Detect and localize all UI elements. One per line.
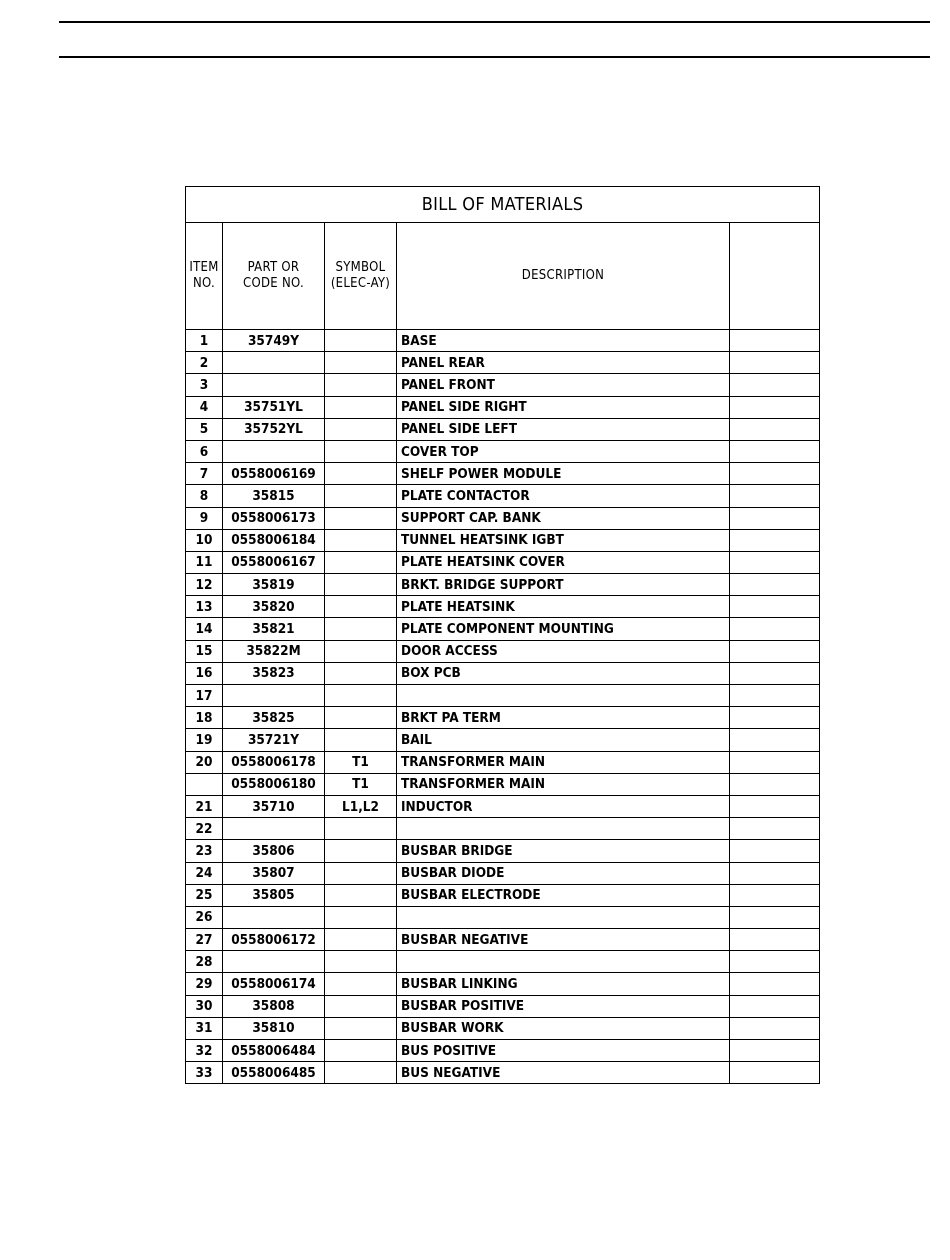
extra-cell bbox=[730, 773, 820, 795]
header-item-line1: ITEM bbox=[189, 260, 219, 275]
symbol-cell bbox=[325, 840, 397, 862]
table-row bbox=[186, 418, 820, 440]
extra-cell bbox=[730, 707, 820, 729]
symbol-cell bbox=[325, 396, 397, 418]
item-no-cell: 33 bbox=[186, 1062, 223, 1084]
item-no-cell: 19 bbox=[186, 729, 223, 751]
description-cell: TRANSFORMER MAIN bbox=[397, 751, 730, 773]
part-code-cell: 0558006485 bbox=[223, 1062, 325, 1084]
table-row bbox=[186, 685, 820, 707]
part-code-cell: 35821 bbox=[223, 618, 325, 640]
table-row bbox=[186, 485, 820, 507]
item-no-cell: 23 bbox=[186, 840, 223, 862]
description-cell bbox=[397, 951, 730, 973]
extra-cell bbox=[730, 551, 820, 573]
description-cell bbox=[397, 685, 730, 707]
part-code-cell: 35820 bbox=[223, 596, 325, 618]
table-row bbox=[186, 773, 820, 795]
item-no-cell bbox=[186, 773, 223, 795]
extra-cell bbox=[730, 507, 820, 529]
symbol-cell bbox=[325, 574, 397, 596]
part-code-cell bbox=[223, 951, 325, 973]
part-code-cell: 35822M bbox=[223, 640, 325, 662]
header-item-no bbox=[186, 223, 223, 330]
symbol-cell bbox=[325, 818, 397, 840]
part-code-cell bbox=[223, 906, 325, 928]
item-no-cell: 22 bbox=[186, 818, 223, 840]
extra-cell bbox=[730, 640, 820, 662]
description-cell: BASE bbox=[397, 330, 730, 352]
symbol-cell bbox=[325, 1062, 397, 1084]
description-cell: PANEL SIDE RIGHT bbox=[397, 396, 730, 418]
symbol-cell bbox=[325, 884, 397, 906]
extra-cell bbox=[730, 862, 820, 884]
description-cell: COVER TOP bbox=[397, 440, 730, 462]
header-symbol bbox=[325, 223, 397, 330]
item-no-cell: 25 bbox=[186, 884, 223, 906]
part-code-cell bbox=[223, 440, 325, 462]
symbol-cell bbox=[325, 1017, 397, 1039]
table-row bbox=[186, 330, 820, 352]
symbol-cell bbox=[325, 551, 397, 573]
symbol-cell bbox=[325, 352, 397, 374]
symbol-cell bbox=[325, 973, 397, 995]
extra-cell bbox=[730, 906, 820, 928]
part-code-cell: 0558006167 bbox=[223, 551, 325, 573]
table-row bbox=[186, 729, 820, 751]
part-code-cell: 0558006178 bbox=[223, 751, 325, 773]
header-item-line2: NO. bbox=[192, 276, 216, 291]
description-cell: BUS POSITIVE bbox=[397, 1040, 730, 1062]
extra-cell bbox=[730, 618, 820, 640]
header-extra bbox=[730, 223, 820, 330]
extra-cell bbox=[730, 884, 820, 906]
part-code-cell: 0558006184 bbox=[223, 529, 325, 551]
table-row bbox=[186, 596, 820, 618]
table-row bbox=[186, 906, 820, 928]
symbol-cell bbox=[325, 685, 397, 707]
part-code-cell bbox=[223, 374, 325, 396]
table-row bbox=[186, 618, 820, 640]
description-cell: BUS NEGATIVE bbox=[397, 1062, 730, 1084]
extra-cell bbox=[730, 574, 820, 596]
description-cell: BUSBAR DIODE bbox=[397, 862, 730, 884]
item-no-cell: 17 bbox=[186, 685, 223, 707]
item-no-cell: 8 bbox=[186, 485, 223, 507]
table-title-row bbox=[186, 187, 820, 223]
extra-cell bbox=[730, 1040, 820, 1062]
table-row bbox=[186, 818, 820, 840]
description-cell: PLATE HEATSINK bbox=[397, 596, 730, 618]
extra-cell bbox=[730, 818, 820, 840]
description-cell: TUNNEL HEATSINK IGBT bbox=[397, 529, 730, 551]
header-description bbox=[397, 223, 730, 330]
table-row bbox=[186, 995, 820, 1017]
item-no-cell: 6 bbox=[186, 440, 223, 462]
extra-cell bbox=[730, 529, 820, 551]
extra-cell bbox=[730, 374, 820, 396]
table-row bbox=[186, 574, 820, 596]
description-cell: PANEL SIDE LEFT bbox=[397, 418, 730, 440]
description-cell: INDUCTOR bbox=[397, 795, 730, 817]
item-no-cell: 18 bbox=[186, 707, 223, 729]
part-code-cell: 35810 bbox=[223, 1017, 325, 1039]
symbol-cell: L1,L2 bbox=[325, 795, 397, 817]
part-code-cell: 35749Y bbox=[223, 330, 325, 352]
item-no-cell: 28 bbox=[186, 951, 223, 973]
description-cell: BAIL bbox=[397, 729, 730, 751]
description-cell: SHELF POWER MODULE bbox=[397, 463, 730, 485]
item-no-cell: 26 bbox=[186, 906, 223, 928]
table-row bbox=[186, 551, 820, 573]
symbol-cell: T1 bbox=[325, 773, 397, 795]
extra-cell bbox=[730, 751, 820, 773]
extra-cell bbox=[730, 418, 820, 440]
extra-cell bbox=[730, 685, 820, 707]
extra-cell bbox=[730, 995, 820, 1017]
symbol-cell bbox=[325, 729, 397, 751]
table-row bbox=[186, 463, 820, 485]
symbol-cell bbox=[325, 463, 397, 485]
part-code-cell: 35805 bbox=[223, 884, 325, 906]
item-no-cell: 2 bbox=[186, 352, 223, 374]
table-row bbox=[186, 507, 820, 529]
table-row bbox=[186, 374, 820, 396]
item-no-cell: 13 bbox=[186, 596, 223, 618]
description-cell bbox=[397, 818, 730, 840]
item-no-cell: 12 bbox=[186, 574, 223, 596]
extra-cell bbox=[730, 929, 820, 951]
extra-cell bbox=[730, 396, 820, 418]
part-code-cell: 0558006172 bbox=[223, 929, 325, 951]
item-no-cell: 32 bbox=[186, 1040, 223, 1062]
symbol-cell bbox=[325, 529, 397, 551]
description-cell: TRANSFORMER MAIN bbox=[397, 773, 730, 795]
top-rule bbox=[59, 21, 930, 23]
symbol-cell bbox=[325, 440, 397, 462]
part-code-cell bbox=[223, 352, 325, 374]
extra-cell bbox=[730, 840, 820, 862]
part-code-cell: 35721Y bbox=[223, 729, 325, 751]
table-title-text: BILL OF MATERIALS bbox=[421, 193, 584, 215]
extra-cell bbox=[730, 440, 820, 462]
symbol-cell bbox=[325, 618, 397, 640]
extra-cell bbox=[730, 1062, 820, 1084]
item-no-cell: 14 bbox=[186, 618, 223, 640]
header-part-line2: CODE NO. bbox=[242, 276, 305, 291]
part-code-cell: 0558006173 bbox=[223, 507, 325, 529]
description-cell: BUSBAR BRIDGE bbox=[397, 840, 730, 862]
description-cell: PLATE COMPONENT MOUNTING bbox=[397, 618, 730, 640]
part-code-cell: 35823 bbox=[223, 662, 325, 684]
part-code-cell: 35806 bbox=[223, 840, 325, 862]
extra-cell bbox=[730, 463, 820, 485]
item-no-cell: 21 bbox=[186, 795, 223, 817]
item-no-cell: 5 bbox=[186, 418, 223, 440]
part-code-cell: 35808 bbox=[223, 995, 325, 1017]
item-no-cell: 9 bbox=[186, 507, 223, 529]
table-row bbox=[186, 1062, 820, 1084]
table-row bbox=[186, 440, 820, 462]
symbol-cell bbox=[325, 906, 397, 928]
table-row bbox=[186, 707, 820, 729]
extra-cell bbox=[730, 485, 820, 507]
description-cell: DOOR ACCESS bbox=[397, 640, 730, 662]
extra-cell bbox=[730, 951, 820, 973]
symbol-cell bbox=[325, 929, 397, 951]
description-cell: PLATE HEATSINK COVER bbox=[397, 551, 730, 573]
description-cell: BOX PCB bbox=[397, 662, 730, 684]
item-no-cell: 31 bbox=[186, 1017, 223, 1039]
part-code-cell: 35819 bbox=[223, 574, 325, 596]
description-cell: BUSBAR POSITIVE bbox=[397, 995, 730, 1017]
symbol-cell bbox=[325, 485, 397, 507]
table-row bbox=[186, 1017, 820, 1039]
table-row bbox=[186, 1040, 820, 1062]
part-code-cell: 35710 bbox=[223, 795, 325, 817]
symbol-cell bbox=[325, 507, 397, 529]
header-symbol-line2: (ELEC-AY) bbox=[330, 276, 391, 291]
description-cell: BUSBAR NEGATIVE bbox=[397, 929, 730, 951]
extra-cell bbox=[730, 1017, 820, 1039]
item-no-cell: 30 bbox=[186, 995, 223, 1017]
table-row bbox=[186, 951, 820, 973]
item-no-cell: 3 bbox=[186, 374, 223, 396]
part-code-cell: 0558006484 bbox=[223, 1040, 325, 1062]
extra-cell bbox=[730, 662, 820, 684]
table-row bbox=[186, 396, 820, 418]
part-code-cell: 35825 bbox=[223, 707, 325, 729]
table-row bbox=[186, 352, 820, 374]
part-code-cell: 35752YL bbox=[223, 418, 325, 440]
symbol-cell bbox=[325, 374, 397, 396]
item-no-cell: 11 bbox=[186, 551, 223, 573]
description-cell: PANEL REAR bbox=[397, 352, 730, 374]
part-code-cell: 0558006174 bbox=[223, 973, 325, 995]
description-cell: BUSBAR ELECTRODE bbox=[397, 884, 730, 906]
item-no-cell: 24 bbox=[186, 862, 223, 884]
part-code-cell: 35751YL bbox=[223, 396, 325, 418]
part-code-cell: 35815 bbox=[223, 485, 325, 507]
symbol-cell bbox=[325, 330, 397, 352]
description-cell: PLATE CONTACTOR bbox=[397, 485, 730, 507]
header-part-code bbox=[223, 223, 325, 330]
part-code-cell bbox=[223, 685, 325, 707]
symbol-cell bbox=[325, 596, 397, 618]
table-row bbox=[186, 840, 820, 862]
table-row bbox=[186, 929, 820, 951]
item-no-cell: 1 bbox=[186, 330, 223, 352]
item-no-cell: 10 bbox=[186, 529, 223, 551]
table-row bbox=[186, 795, 820, 817]
part-code-cell: 0558006169 bbox=[223, 463, 325, 485]
part-code-cell: 0558006180 bbox=[223, 773, 325, 795]
table-row bbox=[186, 751, 820, 773]
item-no-cell: 29 bbox=[186, 973, 223, 995]
header-rule bbox=[59, 56, 930, 58]
table-title bbox=[186, 187, 820, 223]
item-no-cell: 16 bbox=[186, 662, 223, 684]
description-cell: BRKT PA TERM bbox=[397, 707, 730, 729]
extra-cell bbox=[730, 352, 820, 374]
table-row bbox=[186, 862, 820, 884]
part-code-cell bbox=[223, 818, 325, 840]
item-no-cell: 27 bbox=[186, 929, 223, 951]
table-row bbox=[186, 884, 820, 906]
extra-cell bbox=[730, 973, 820, 995]
symbol-cell bbox=[325, 640, 397, 662]
item-no-cell: 7 bbox=[186, 463, 223, 485]
header-symbol-line1: SYMBOL bbox=[335, 260, 386, 275]
symbol-cell: T1 bbox=[325, 751, 397, 773]
symbol-cell bbox=[325, 995, 397, 1017]
extra-cell bbox=[730, 596, 820, 618]
part-code-cell: 35807 bbox=[223, 862, 325, 884]
symbol-cell bbox=[325, 1040, 397, 1062]
table-header-row bbox=[186, 223, 820, 330]
extra-cell bbox=[730, 729, 820, 751]
item-no-cell: 15 bbox=[186, 640, 223, 662]
header-description-text: DESCRIPTION bbox=[521, 268, 605, 283]
item-no-cell: 4 bbox=[186, 396, 223, 418]
table-row bbox=[186, 529, 820, 551]
description-cell bbox=[397, 906, 730, 928]
table-row bbox=[186, 662, 820, 684]
symbol-cell bbox=[325, 707, 397, 729]
description-cell: BUSBAR LINKING bbox=[397, 973, 730, 995]
item-no-cell: 20 bbox=[186, 751, 223, 773]
symbol-cell bbox=[325, 418, 397, 440]
extra-cell bbox=[730, 330, 820, 352]
table-row bbox=[186, 973, 820, 995]
description-cell: SUPPORT CAP. BANK bbox=[397, 507, 730, 529]
description-cell: PANEL FRONT bbox=[397, 374, 730, 396]
symbol-cell bbox=[325, 951, 397, 973]
description-cell: BUSBAR WORK bbox=[397, 1017, 730, 1039]
bill-of-materials-table bbox=[185, 186, 820, 1084]
symbol-cell bbox=[325, 862, 397, 884]
header-part-line1: PART OR bbox=[247, 260, 300, 275]
symbol-cell bbox=[325, 662, 397, 684]
extra-cell bbox=[730, 795, 820, 817]
description-cell: BRKT. BRIDGE SUPPORT bbox=[397, 574, 730, 596]
table-row bbox=[186, 640, 820, 662]
